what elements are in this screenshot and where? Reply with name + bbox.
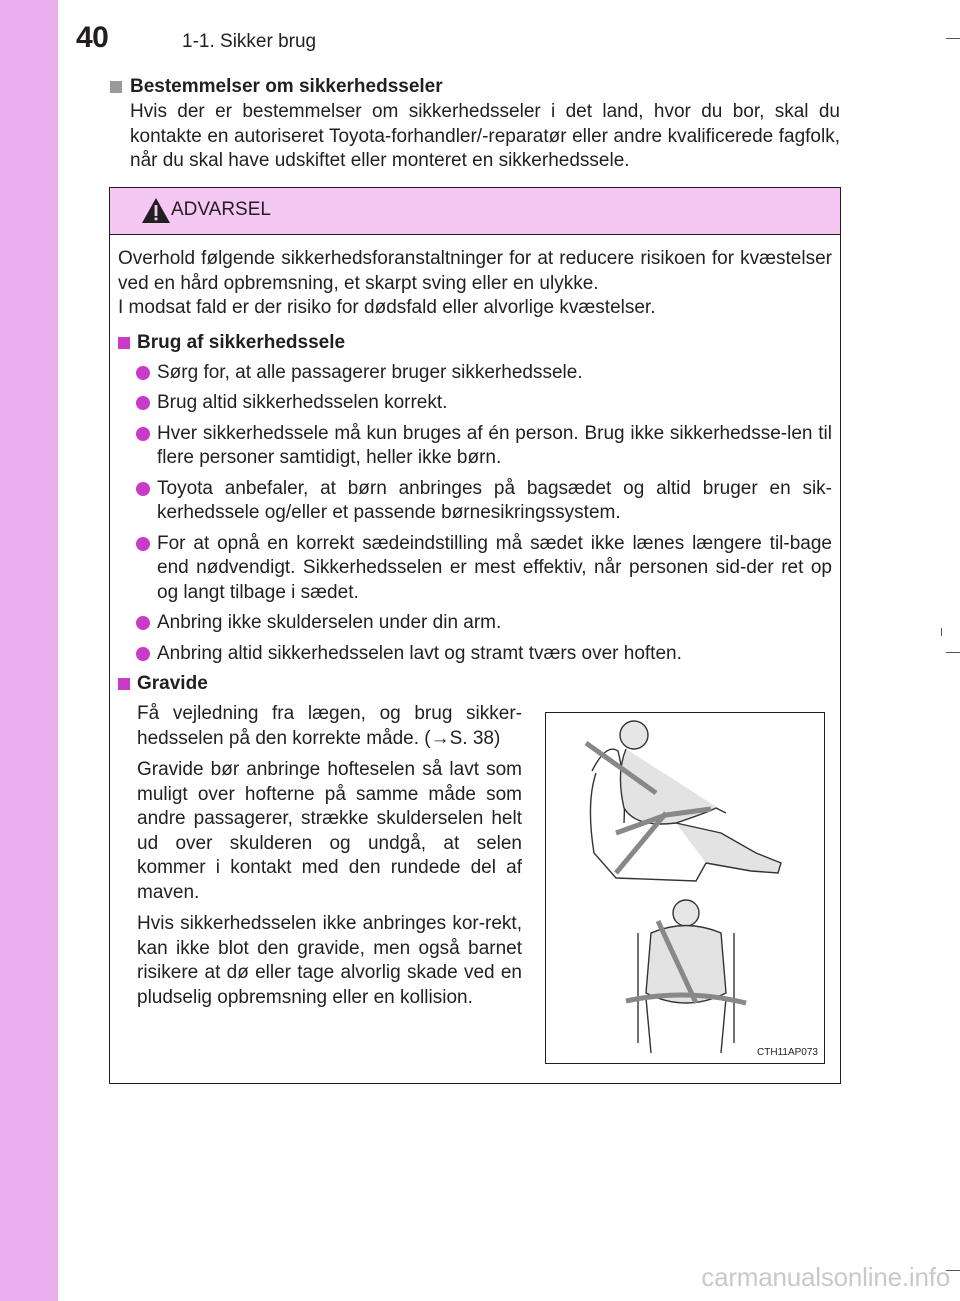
paragraph: Få vejledning fra lægen, og brug sikker-hedsselen på den korrekte måde. (→S. 38) (137, 703, 522, 749)
list-item-text: Hver sikkerhedssele må kun bruges af én person. Brug ikke sikkerhedsse-len til flere personer samtidigt, heller ikke børn. (157, 422, 832, 468)
intro-paragraph: Hvis der er bestemmelser om sikkerhedsseler i det land, hvor du bor, skal du kontakte en autoriseret Toyota-forhandler/-reparatør eller andre kvalificerede fagfolk, når du skal have udskiftet eller monteret en sikkerhedssele. (130, 101, 840, 171)
list-item (118, 422, 832, 471)
list-item (118, 391, 832, 416)
page-number: 40 (76, 21, 109, 54)
subsection-heading-text: Gravide (137, 673, 208, 694)
square-bullet-icon (118, 678, 130, 690)
watermark: carmanualsonline.info (701, 1262, 950, 1292)
warning-box (109, 187, 841, 1084)
bullet-icon (136, 482, 150, 496)
list-item (118, 477, 832, 526)
warning-header (110, 188, 840, 235)
section-heading (110, 75, 840, 99)
warning-intro: Overhold følgende sikkerhedsforanstaltninger for at reducere risikoen for kvæstelser ved en hård opbremsning, et skarpt sving eller en ulykke. (118, 248, 832, 294)
pregnant-section (118, 702, 832, 1092)
list-item-text: Toyota anbefaler, at børn anbringes på bagsædet og altid bruger en sik-kerhedssele og/eller et passende børnesikringssystem. (157, 477, 832, 523)
chapter-sidebar (0, 0, 58, 1301)
bullet-icon (136, 396, 150, 410)
warning-body (110, 235, 840, 1092)
pregnant-seatbelt-illustration (545, 712, 825, 1064)
list-item-text: Anbring altid sikkerhedsselen lavt og stramt tværs over hoften. (157, 642, 682, 664)
subsection-heading-text: Brug af sikkerhedssele (137, 331, 346, 353)
list-item (118, 361, 832, 386)
intro-section (110, 75, 840, 174)
chapter-title: 1-1. Sikker brug (182, 31, 317, 52)
subsection-heading (118, 331, 832, 355)
list-item-text: For at opnå en korrekt sædeindstilling må sædet ikke lænes længere til-bage end nødvendigt. Sikkerhedsselen er mest effektiv, når personen sid-der ret op og langt tilbage i sædet. (157, 532, 832, 603)
illustration-drawing (546, 713, 824, 1063)
bullet-icon (136, 647, 150, 661)
list-item (118, 532, 832, 606)
figure-code: CTH11AP073 (757, 1047, 818, 1058)
list-item (118, 611, 832, 636)
warning-triangle-icon (141, 197, 171, 224)
section-heading-text: Bestemmelser om sikkerhedsseler (130, 76, 443, 97)
crop-mark (946, 652, 960, 653)
list-item-text: Sørg for, at alle passagerer bruger sikkerhedssele. (157, 361, 583, 383)
warning-intro-consequence: I modsat fald er der risiko for dødsfald eller alvorlige kvæstelser. (118, 297, 656, 318)
list-item (118, 642, 832, 667)
bullet-icon (136, 616, 150, 630)
pregnant-text (137, 702, 522, 1017)
square-bullet-icon (118, 337, 130, 349)
list-item-text: Anbring ikke skulderselen under din arm. (157, 612, 502, 633)
bullet-icon (136, 537, 150, 551)
crop-mark (946, 38, 960, 39)
bullet-icon (136, 366, 150, 380)
warning-label: ADVARSEL (171, 199, 271, 220)
paragraph: Gravide bør anbringe hofteselen så lavt som muligt over hofterne på samme måde som andre passagerer, strække skulderselen helt ud over skulderen og undgå, at selen kommer i kontakt med den rundede del af maven. (137, 759, 522, 903)
paragraph: Hvis sikkerhedsselen ikke anbringes kor-rekt, kan ikke blot den gravide, men også barnet risikere at dø eller tage alvorlig skade ved en pludselig opbremsning eller en kollision. (137, 913, 522, 1008)
crop-mark (941, 628, 942, 636)
subsection-heading (118, 672, 832, 696)
seatbelt-rules-list (118, 361, 832, 667)
square-bullet-icon (110, 81, 122, 93)
bullet-icon (136, 427, 150, 441)
list-item-text: Brug altid sikkerhedsselen korrekt. (157, 392, 448, 413)
